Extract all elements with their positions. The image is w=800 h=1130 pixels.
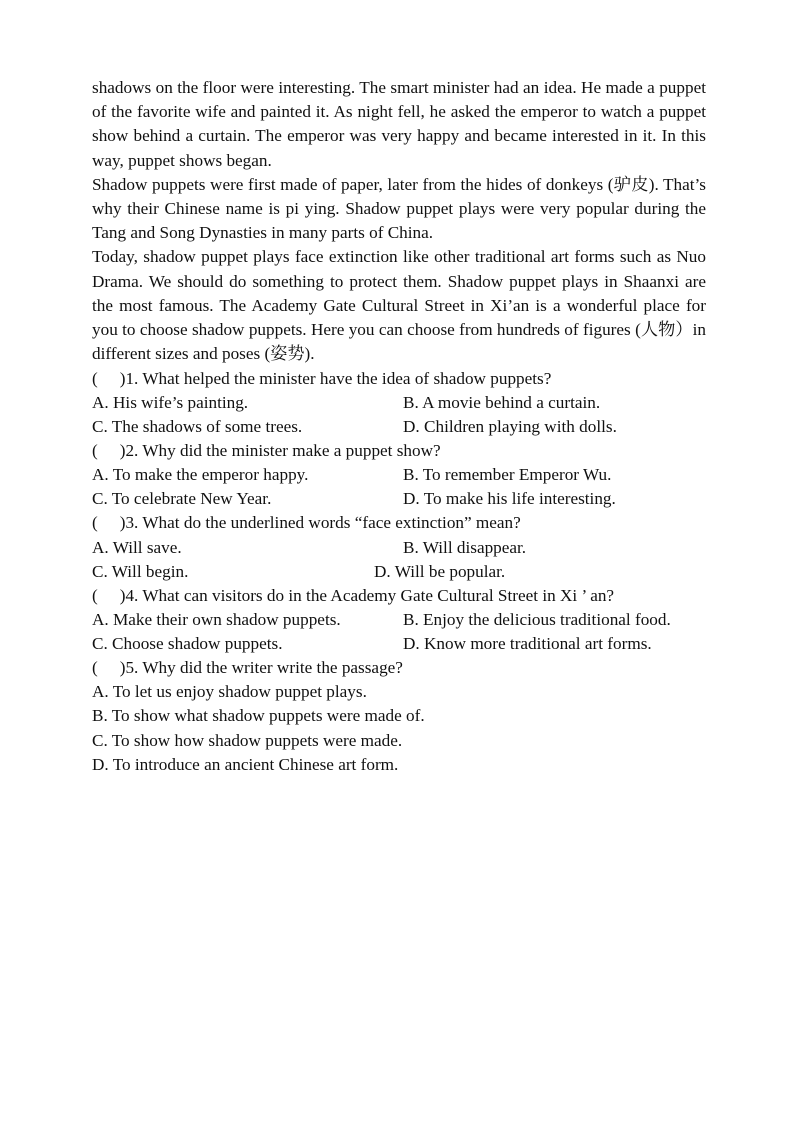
option-d: D. To make his life interesting. [403, 489, 616, 508]
question-stem: )4. What can visitors do in the Academy Gate Cultural Street in Xi ’ an? [119, 586, 615, 605]
option-c: C. Choose shadow puppets. [92, 634, 283, 653]
reading-passage [92, 76, 706, 366]
option-a: A. To make the emperor happy. [92, 465, 309, 484]
option-a: A. His wife’s painting. [92, 393, 249, 412]
option-a: A. Make their own shadow puppets. [92, 610, 341, 629]
passage-paragraph-2: Shadow puppets were first made of paper, later from the hides of donkeys (驴皮). That’s why their Chinese name is pi ying. Shadow puppet plays were very popular during the Tang and Song Dynasties in many parts of China. [92, 174, 706, 243]
option-a: A. Will save. [92, 538, 182, 557]
answer-bracket-open: ( [92, 513, 98, 532]
option-c: C. Will begin. [92, 562, 189, 581]
passage-paragraph-3: Today, shadow puppet plays face extinction like other traditional art forms such as Nuo Drama. We should do something to protect them. Shadow puppet plays in Shaanxi are the most famous. The Academy Gate Cultural Street in Xi’an is a wonderful place for you to choose shadow puppets. Here you can choose from hundreds of figures (人物）in different sizes and poses (姿势). [92, 247, 706, 364]
option-b: B. Enjoy the delicious traditional food. [403, 610, 671, 629]
answer-bracket-open: ( [92, 441, 98, 460]
option-c: C. To celebrate New Year. [92, 489, 272, 508]
option-d: D. Know more traditional art forms. [403, 634, 652, 653]
question-5 [92, 656, 732, 680]
option-d: D. Will be popular. [374, 562, 506, 581]
answer-bracket-open: ( [92, 586, 98, 605]
passage-paragraph-1: shadows on the floor were interesting. The smart minister had an idea. He made a puppet of the favorite wife and painted it. As night fell, he asked the emperor to watch a puppet show behind a curtain. The emperor was very happy and became interested in it. In this way, puppet shows began. [92, 78, 706, 170]
answer-bracket-open: ( [92, 658, 98, 677]
answer-bracket-open: ( [92, 369, 98, 388]
option-b: B. A movie behind a curtain. [403, 393, 601, 412]
question-stem: )3. What do the underlined words “face extinction” mean? [119, 513, 521, 532]
question-stem: )5. Why did the writer write the passage? [119, 658, 403, 677]
option-b: B. Will disappear. [403, 538, 527, 557]
question-1 [92, 367, 732, 391]
question-stem: )2. Why did the minister make a puppet show? [119, 441, 441, 460]
question-stem: )1. What helped the minister have the idea of shadow puppets? [119, 369, 552, 388]
option-a: A. To let us enjoy shadow puppet plays. [92, 682, 367, 701]
option-b: B. To remember Emperor Wu. [403, 465, 612, 484]
option-b: B. To show what shadow puppets were made of. [92, 706, 425, 725]
question-3 [92, 511, 732, 535]
question-2 [92, 439, 732, 463]
option-c: C. The shadows of some trees. [92, 417, 303, 436]
option-c: C. To show how shadow puppets were made. [92, 731, 403, 750]
question-4 [92, 584, 732, 608]
option-d: D. Children playing with dolls. [403, 417, 617, 436]
option-d: D. To introduce an ancient Chinese art form. [92, 755, 399, 774]
